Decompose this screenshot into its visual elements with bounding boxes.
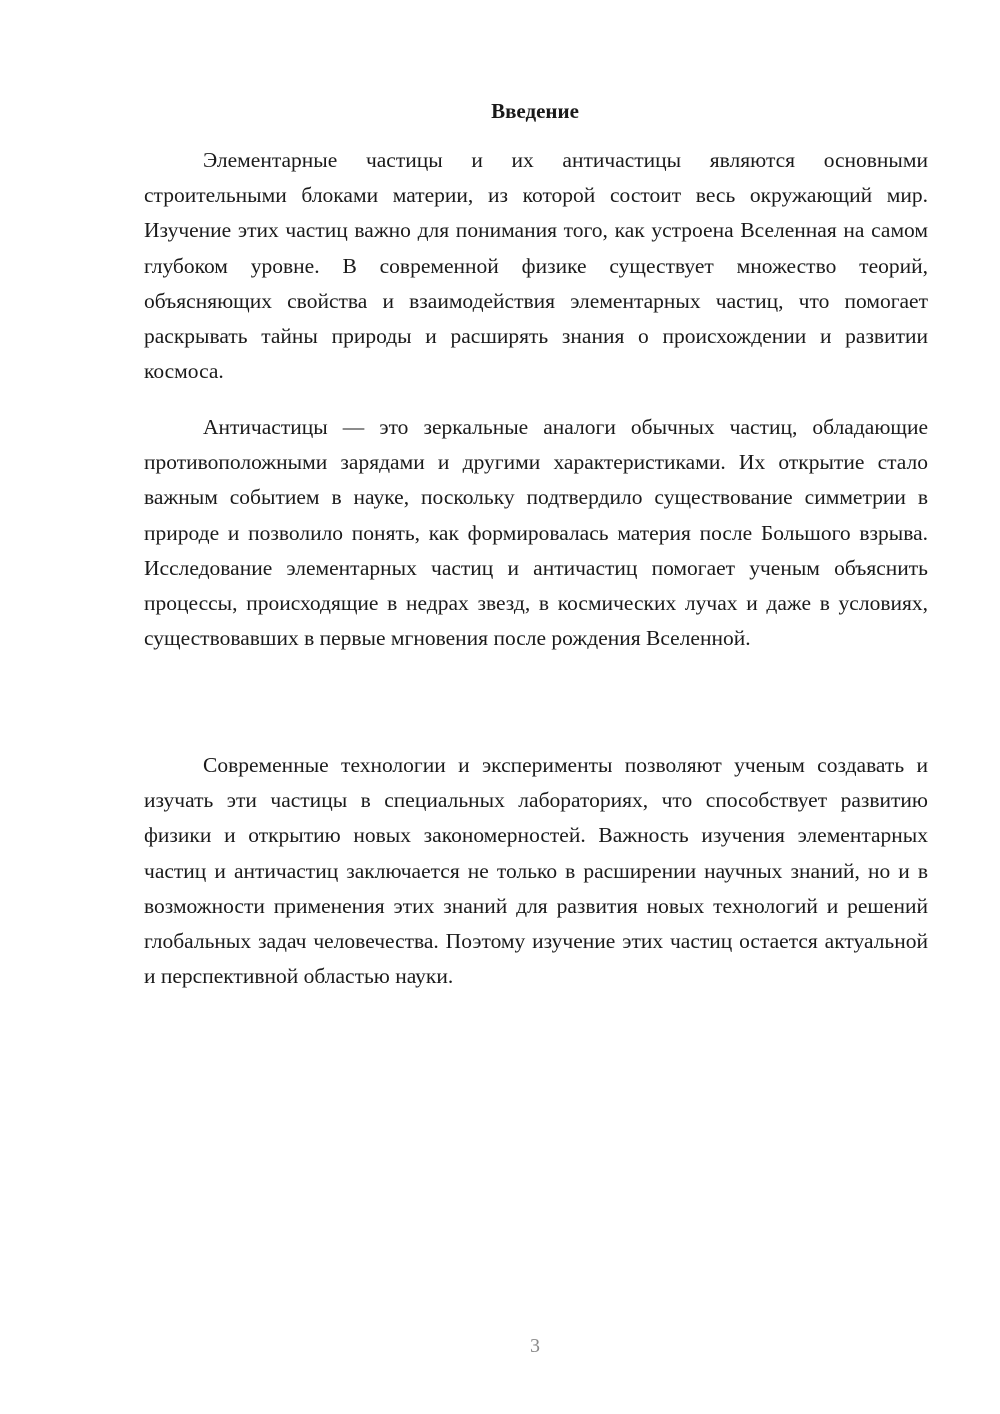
page-number: 3: [530, 1335, 540, 1357]
paragraph-1: Элементарные частицы и их античастицы являются основными строительными блоками материи, из которой состоит весь окружающий мир. Изучение этих частиц важно для понимания того, как устроена Вселенная на самом глубоком уровне. В современной физике существует множество теорий, объясняющих свойства и взаимодействия элементарных частиц, что помогает раскрывать тайны природы и расширять знания о происхождении и развитии космоса.: [144, 148, 928, 384]
section-title: Введение: [491, 99, 579, 123]
paragraph-3: Современные технологии и эксперименты позволяют ученым создавать и изучать эти частицы в специальных лабораториях, что способствует развитию физики и открытию новых закономерностей. Важность изучения элементарных частиц и античастиц заключается не только в расширении научных знаний, но и в возможности применения этих знаний для развития новых технологий и решений глобальных задач человечества. Поэтому изучение этих частиц остается актуальной и перспективной областью науки.: [144, 753, 928, 989]
paragraph-2: Античастицы — это зеркальные аналоги обычных частиц, обладающие противоположными зарядами и другими характеристиками. Их открытие стало важным событием в науке, поскольку подтвердило существование симметрии в природе и позволило понять, как формировалась материя после Большого взрыва. Исследование элементарных частиц и античастиц помогает ученым объяснить процессы, происходящие в недрах звезд, в космических лучах и даже в условиях, существовавших в первые мгновения после рождения Вселенной.: [144, 415, 928, 651]
